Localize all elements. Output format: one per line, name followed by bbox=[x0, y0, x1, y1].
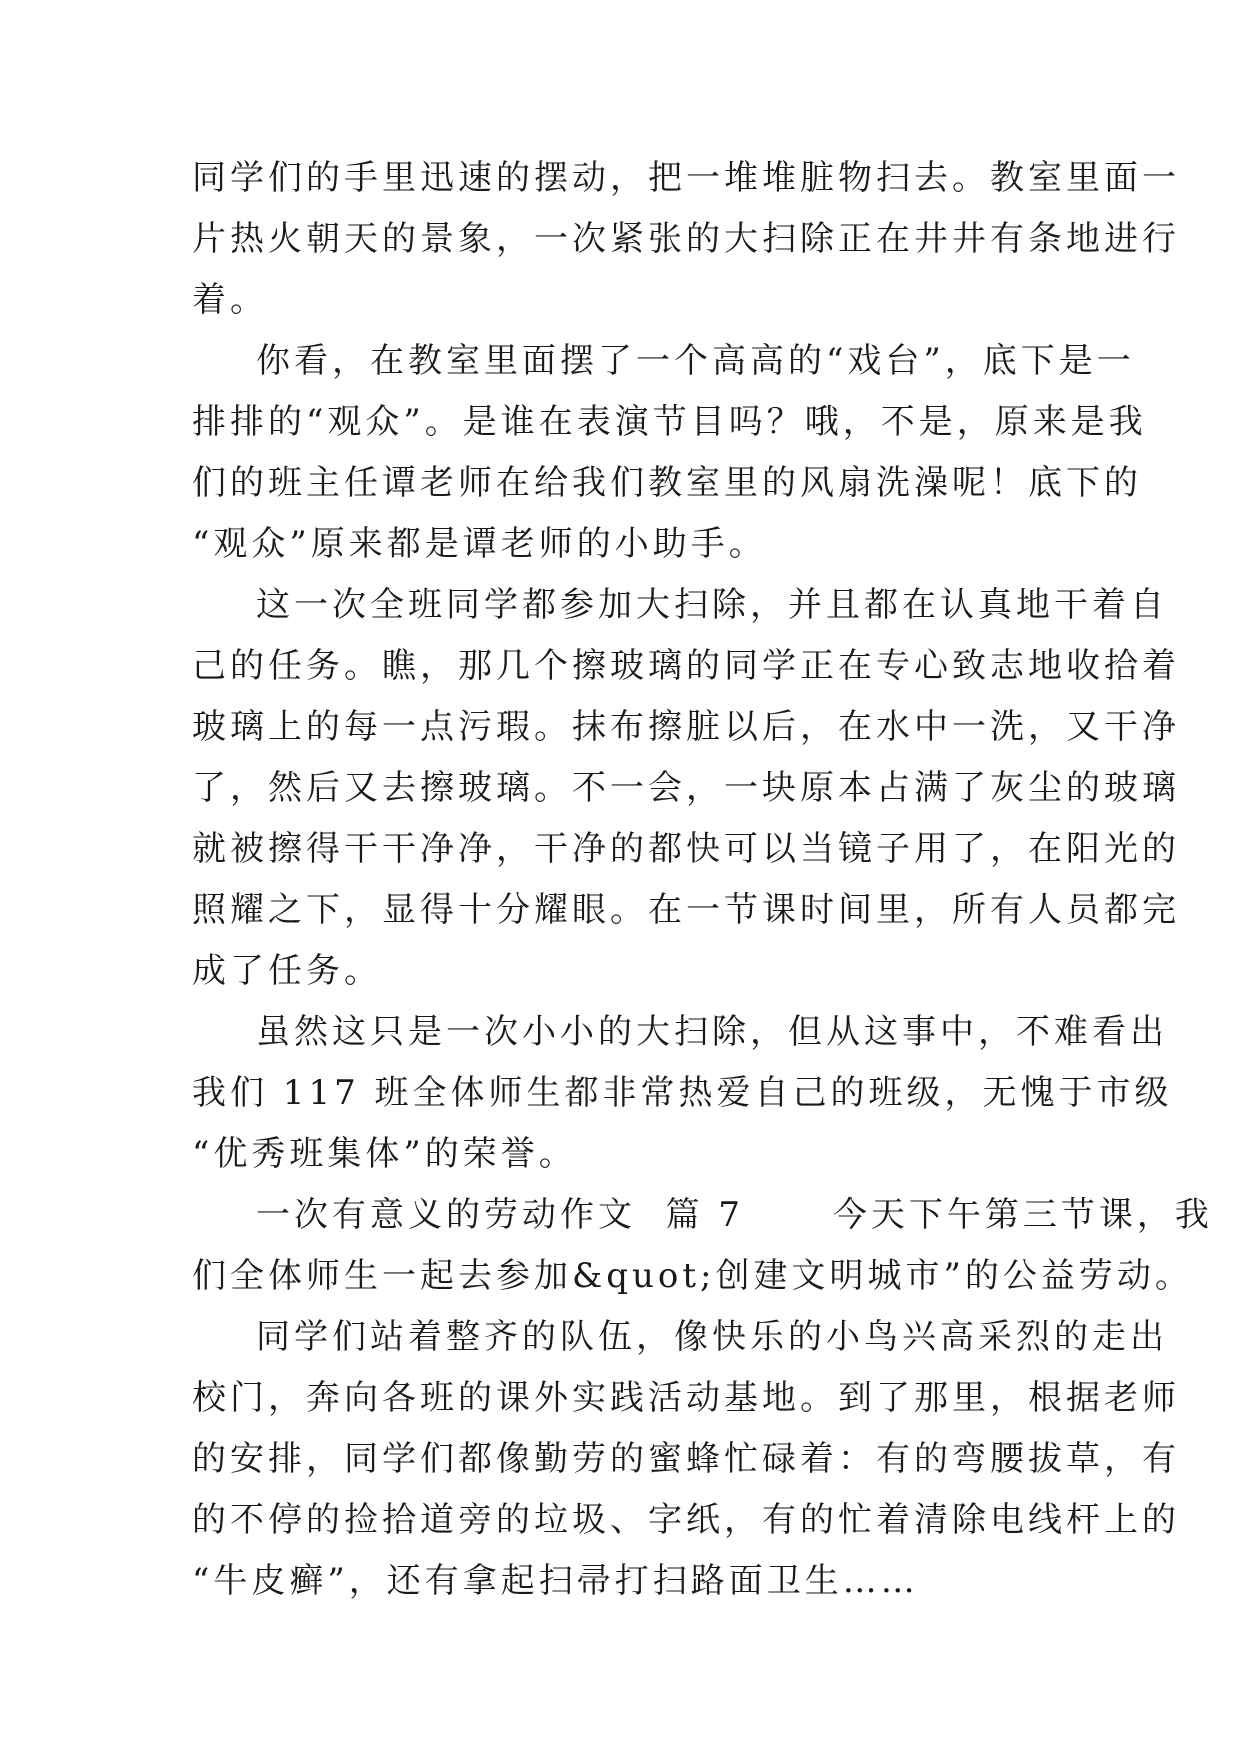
text-line: 们全体师生一起去参加&quot;创建文明城市”的公益劳动。 bbox=[192, 1256, 1193, 1296]
text-line: “优秀班集体”的荣誉。 bbox=[192, 1134, 577, 1174]
text-line: 同学们的手里迅速的摆动，把一堆堆脏物扫去。教室里面一 bbox=[192, 158, 1180, 198]
text-line: 的安排，同学们都像勤劳的蜜蜂忙碌着：有的弯腰拔草，有 bbox=[192, 1439, 1180, 1479]
paragraph-first-line: 这一次全班同学都参加大扫除，并且都在认真地干着自 bbox=[256, 585, 1168, 625]
text-line: 排排的“观众”。是谁在表演节目吗？哦，不是，原来是我 bbox=[192, 402, 1147, 442]
text-line: 的不停的捡拾道旁的垃圾、字纸，有的忙着清除电线杆上的 bbox=[192, 1500, 1180, 1540]
text-line: 成了任务。 bbox=[192, 951, 382, 991]
text-line: 们的班主任谭老师在给我们教室里的风扇洗澡呢！底下的 bbox=[192, 463, 1142, 503]
text-line: 校门，奔向各班的课外实践活动基地。到了那里，根据老师 bbox=[192, 1378, 1180, 1418]
text-line: 照耀之下，显得十分耀眼。在一节课时间里，所有人员都完 bbox=[192, 890, 1180, 930]
paragraph-first-line: 你看，在教室里面摆了一个高高的“戏台”，底下是一 bbox=[256, 341, 1135, 381]
paragraph-first-line: 虽然这只是一次小小的大扫除，但从这事中，不难看出 bbox=[256, 1012, 1168, 1052]
text-line: “观众”原来都是谭老师的小助手。 bbox=[192, 524, 767, 564]
text-line: 我们 117 班全体师生都非常热爱自己的班级，无愧于市级 bbox=[192, 1073, 1173, 1113]
text-line: 着。 bbox=[192, 280, 268, 320]
text-line: “牛皮癣”，还有拿起扫帚打扫路面卫生…… bbox=[192, 1561, 919, 1601]
text-line: 片热火朝天的景象，一次紧张的大扫除正在井井有条地进行 bbox=[192, 219, 1180, 259]
essay-text bbox=[192, 148, 1213, 1612]
section-heading-line: 一次有意义的劳动作文 篇 7 今天下午第三节课，我 bbox=[256, 1195, 1213, 1235]
text-line: 己的任务。瞧，那几个擦玻璃的同学正在专心致志地收拾着 bbox=[192, 646, 1180, 686]
text-line: 玻璃上的每一点污瑕。抹布擦脏以后，在水中一洗，又干净 bbox=[192, 707, 1180, 747]
paragraph-first-line: 同学们站着整齐的队伍，像快乐的小鸟兴高采烈的走出 bbox=[256, 1317, 1168, 1357]
text-line: 了，然后又去擦玻璃。不一会，一块原本占满了灰尘的玻璃 bbox=[192, 768, 1180, 808]
text-line: 就被擦得干干净净，干净的都快可以当镜子用了，在阳光的 bbox=[192, 829, 1180, 869]
